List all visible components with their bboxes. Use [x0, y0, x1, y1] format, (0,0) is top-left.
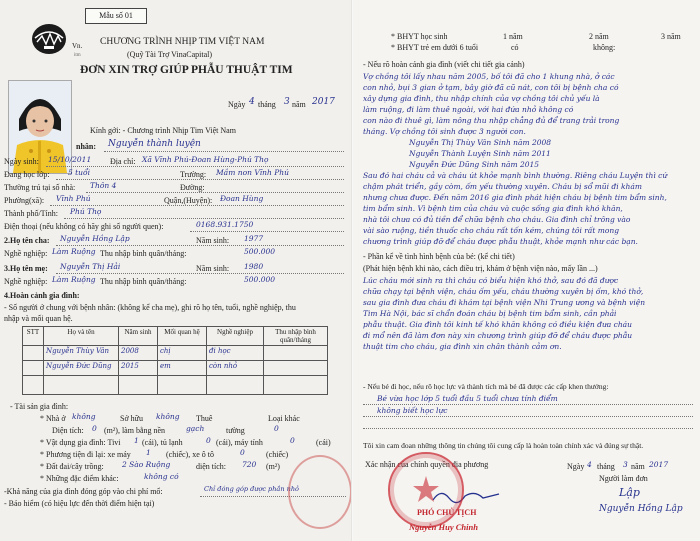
school-place-value: Mầm non Vĩnh Phú [216, 168, 289, 177]
reason-name: Nguyễn Đức Dũng Sinh năm 2015 [409, 160, 540, 169]
other-value: không có [144, 472, 179, 481]
disease-line: sau gia đình đưa cháu đi khám tại bệnh viện Nhi Trung ương và bệnh viện [363, 298, 646, 307]
disease-sub: (Phát hiện bệnh khi nào, cách điều trị, khám ở bệnh viện nào, mấy lần ...) [363, 264, 598, 273]
table-header: Thu nhập bình quân/tháng [264, 327, 328, 346]
father-income-label: Thu nhập bình quân/tháng: [100, 249, 187, 258]
official-name: Nguyễn Huy Chinh [409, 522, 478, 532]
dob-value: 15/10/2011 [48, 155, 92, 164]
logo-caption-sub: itm [74, 53, 81, 58]
ward-value: Vĩnh Phú [56, 194, 91, 203]
program-subtitle: (Quỹ Tài Trợ VinaCapital) [127, 50, 213, 59]
support-label: -Khả năng của gia đình đóng góp vào chi phí mổ: [4, 487, 163, 496]
support-value: Chỉ đóng góp được phần nhỏ [204, 485, 299, 493]
reason-line: nhưng chưa được. Đến năm 2016 gia đình phát hiện cháu bị bệnh tim bẩm sinh, [363, 193, 667, 202]
mother-label: 3.Họ tên mẹ: [4, 264, 48, 273]
date-year: 2017 [312, 97, 335, 107]
yes-label: có [511, 43, 519, 52]
mother-name: Nguyễn Thị Hải [60, 262, 121, 271]
date-day: 4 [249, 97, 255, 107]
reason-line: Sau đó hai cháu cả và cháu út khỏe mạnh bình thường. Riêng cháu Luyện thì cứ [363, 171, 668, 180]
disease-label: - Phần kể về tình hình bệnh của bé: (kể chi tiết) [363, 252, 515, 261]
tv-value: 1 [134, 436, 139, 445]
utensils-label: * Vật dụng gia đình: Tivi [40, 438, 121, 447]
table-cell: 2008 [119, 346, 158, 361]
vehicle-label: * Phương tiện đi lại: xe máy [40, 450, 131, 459]
land-area-value: 720 [242, 460, 257, 469]
reason-line: nhà tôi chưa có đủ tiền để chữa bệnh cho cháu. Gia đình chỉ trông vào [363, 215, 631, 224]
car-value: 0 [240, 448, 245, 457]
area-value: 0 [92, 424, 97, 433]
table-cell: em [158, 361, 207, 376]
fridge-value: 0 [206, 436, 211, 445]
mother-income-label: Thu nhập bình quân/tháng: [100, 277, 187, 286]
reason-line: tháng. Vợ chồng tôi sinh được 3 người con. [363, 127, 526, 136]
school-answer-1: Bé vừa học lớp 5 tuổi đầu 5 tuổi chưa tính điểm [377, 394, 558, 403]
insurance-label: - Bảo hiểm (có hiệu lực đến thời điểm hiện tại) [4, 499, 155, 508]
land-unit: (m²) [266, 462, 280, 471]
dotted-line [56, 179, 344, 180]
no-label: không: [593, 43, 616, 52]
reason-label: - Nếu rõ hoàn cảnh gia đình (viết chi tiết gia cảnh) [363, 60, 525, 69]
mother-birth-label: Năm sinh: [196, 264, 230, 273]
official-stamp [388, 452, 464, 528]
rent-label: Thuê [196, 414, 213, 423]
dotted-line [50, 205, 344, 206]
bike-value: 1 [146, 448, 151, 457]
school-answer-2: không biết học lực [377, 406, 448, 415]
road-label: Đường: [180, 183, 205, 192]
reason-line: vài sào ruộng, tiền thuốc cho cháu rất tốn kém, chúng tôi rất mong [363, 226, 620, 235]
table-cell [264, 361, 328, 376]
reason-line: xây dựng gia đình, thu nhập chính của vợ chồng tôi chủ yếu là [363, 94, 600, 103]
ward-label: Phường(xã): [4, 196, 45, 205]
applicant-signature: Lập [619, 486, 640, 499]
owned-label: Sở hữu [120, 414, 144, 423]
house-label: * Nhà ở [40, 414, 66, 423]
land-value: 2 Sào Ruộng [122, 460, 171, 469]
option-3-year: 3 năm [661, 32, 681, 41]
mother-job-label: Nghề nghiệp: [4, 277, 48, 286]
father-job-label: Nghề nghiệp: [4, 249, 48, 258]
table-cell [23, 346, 44, 361]
city-value: Phú Thọ [70, 207, 102, 216]
wall-value: 0 [274, 424, 279, 433]
unit-cai: (cái), tủ lạnh [142, 438, 183, 447]
disease-line: phẫu thuật. Gia đình tôi kinh tế khó khăn không có điều kiện đưa cháu [363, 320, 632, 329]
date-prefix: Ngày [228, 100, 246, 109]
reason-line: chậm phát triển, gầy còm, ốm yếu thường xuyên. Cháu bị sổ mũi đi khám [363, 182, 642, 191]
unit-chiec-2: (chiếc) [266, 450, 289, 459]
school-place-label: Trường: [180, 170, 207, 179]
table-cell: Nguyễn Đức Dũng [44, 361, 119, 376]
school-label: Đang học lớp: [4, 170, 50, 179]
dotted-line [363, 416, 693, 417]
commitment: Tôi xin cam đoan những thông tin chúng tôi cung cấp là hoàn toàn chính xác và đúng sự thật. [363, 441, 644, 450]
form-number: Mẫu số 01 [85, 8, 147, 24]
street-label: Thường trú tại số nhà: [4, 183, 76, 192]
mother-birth: 1980 [244, 262, 264, 271]
vn-heart-logo-icon [30, 22, 68, 56]
patient-name-label: nhân: [76, 142, 97, 151]
phone-label: Điện thoại (nếu không có hãy ghi số người quen): [4, 222, 164, 231]
house-owned: không [72, 412, 96, 421]
dotted-line [190, 231, 344, 232]
father-birth: 1977 [244, 234, 264, 243]
unit-cai-2: (cái), máy tính [216, 438, 263, 447]
address-value: Xã Vĩnh Phú-Đoan Hùng-Phú Thọ [142, 155, 269, 164]
option-1-year: 1 năm [503, 32, 523, 41]
form-title: ĐƠN XIN TRỢ GIÚP PHẪU THUẬT TIM [80, 64, 293, 76]
reason-line: con nào đi thuê gì, làm nông thu nhập chẳng đủ để trang trải trong [363, 116, 620, 125]
area-label: Diện tích: [52, 426, 84, 435]
table-header: Mối quan hệ [158, 327, 207, 346]
reason-name: Nguyễn Thành Luyện Sinh năm 2011 [409, 149, 551, 158]
sign-date-prefix: Ngày [567, 462, 585, 471]
house-rent: không [156, 412, 180, 421]
sign-date-year: 2017 [649, 460, 669, 469]
address-label: Địa chỉ: [110, 157, 136, 166]
disease-line: thuật tim cho cháu, gia đình xin chân thành cảm ơn. [363, 342, 562, 351]
phone-value: 0168.931.1750 [196, 220, 254, 229]
table-cell [264, 346, 328, 361]
local-confirm: Xác nhận của chính quyền địa phương [365, 460, 489, 469]
sign-date-month-label: tháng [597, 462, 615, 471]
sign-date-year-label: năm [631, 462, 645, 471]
sign-date-day: 4 [587, 460, 592, 469]
table-cell: Nguyễn Thùy Vân [44, 346, 119, 361]
dob-label: Ngày sinh: [4, 157, 39, 166]
mother-job: Làm Ruộng [52, 275, 96, 284]
household-table [22, 326, 328, 395]
date-month: 3 [284, 97, 290, 107]
reason-line: con nhỏ, bụi 3 gian ở tạm, bây giờ đã cũ nát, con tôi bị bệnh cha có [363, 83, 619, 92]
table-row [23, 361, 328, 376]
school-value: 5 tuổi [68, 168, 90, 177]
dotted-line [363, 404, 693, 405]
program-title: CHƯƠNG TRÌNH NHỊP TIM VIỆT NAM [100, 37, 265, 47]
father-job: Làm Ruộng [52, 247, 96, 256]
date-year-label: năm [292, 100, 306, 109]
father-income: 500.000 [244, 247, 276, 256]
reason-line: Vợ chồng tôi lấy nhau năm 2005, bố tôi đã cho 1 khung nhà, ở các [363, 72, 615, 81]
dotted-line [64, 218, 344, 219]
floor-value: gạch [186, 424, 205, 433]
disease-line: Lúc cháu mới sinh ra thì cháu có biểu hiện khó thở, sau đó đã được [363, 276, 619, 285]
school-question: - Nếu bé đi học, nếu rõ học lực và thành tích mà bé đã được các cấp khen thưởng: [363, 382, 609, 391]
disease-line: chữa chạy tại bệnh viện, cháu ốm yếu, cháu thường xuyên bị ốm, khó thở, [363, 287, 644, 296]
siblings-note-2: nhập và mối quan hệ. [4, 314, 73, 323]
table-cell: chị [158, 346, 207, 361]
dotted-line [46, 166, 344, 167]
house-other-label: Loại khác [268, 414, 300, 423]
land-label: * Đất đai/cây trồng: [40, 462, 104, 471]
area-unit: (m²), làm bằng nền [104, 426, 166, 435]
unit-cai-3: (cái) [316, 438, 331, 447]
street-value: Thôn 4 [90, 181, 117, 190]
siblings-note-1: - Số người ở chung với bệnh nhân: (không kể cha mẹ), ghi rõ họ tên, tuổi, nghề nghiệp, thu [4, 303, 296, 312]
dotted-line [104, 151, 344, 152]
father-label: 2.Họ tên cha: [4, 236, 50, 245]
table-cell: đi học [207, 346, 264, 361]
table-header: Năm sinh [119, 327, 158, 346]
patient-name: Nguyễn thành luyện [108, 139, 201, 149]
disease-line: Tim Hà Nội, bác sĩ chẩn đoán cháu bị bệnh tim bẩm sinh, cần phải [363, 309, 617, 318]
district-label: Quận,(Huyện): [164, 196, 213, 205]
family-label: 4.Hoàn cảnh gia đình: [4, 291, 80, 300]
reason-name: Nguyễn Thị Thùy Vân Sinh năm 2008 [409, 138, 552, 147]
stamp-star-icon [390, 454, 462, 526]
table-cell: còn nhỏ [207, 361, 264, 376]
stamp-edge-left [288, 455, 352, 529]
assets-label: - Tài sản gia đình: [10, 402, 69, 411]
table-row [23, 376, 328, 395]
district-value: Đoan Hùng [220, 194, 264, 203]
table-header: STT [23, 327, 44, 346]
wall-label: tường [226, 426, 245, 435]
dotted-line [56, 245, 344, 246]
kinh-goi: Kính gởi: - Chương trình Nhịp Tim Việt Nam [90, 126, 236, 135]
father-birth-label: Năm sinh: [196, 236, 230, 245]
reason-line: chương trình giúp đỡ để cháu được phẫu thuật, khỏe mạnh như các bạn. [363, 237, 638, 246]
sign-date-month: 3 [623, 460, 628, 469]
table-cell: 2015 [119, 361, 158, 376]
other-label: * Những đặc điểm khác: [40, 474, 119, 483]
dotted-line [363, 428, 693, 429]
official-title: PHÓ CHỦ TỊCH [417, 508, 477, 517]
table-row [23, 346, 328, 361]
date-month-label: tháng [258, 100, 276, 109]
table-header: Nghề nghiệp [207, 327, 264, 346]
dotted-line [86, 192, 344, 193]
table-header-row [23, 327, 328, 346]
reason-line: tim bẩm sinh. Vì bệnh tim của cháu và cuộc sống gia đình khó khăn, [363, 204, 623, 213]
table-cell [23, 361, 44, 376]
table-header: Họ và tên [44, 327, 119, 346]
applicant-name: Nguyễn Hồng Lập [599, 504, 683, 514]
city-label: Thành phố/Tỉnh: [4, 209, 58, 218]
father-name: Nguyễn Hồng Lập [60, 234, 130, 243]
applicant-label: Người làm đơn [599, 474, 648, 483]
mother-income: 500.000 [244, 275, 276, 284]
computer-value: 0 [290, 436, 295, 445]
disease-line: đi mổ nên đã làm đơn này xin chương trình giúp đỡ để cháu được phẫu [363, 331, 633, 340]
bhyt-student: * BHYT học sinh [391, 32, 448, 41]
option-2-year: 2 năm [589, 32, 609, 41]
dotted-line [56, 273, 344, 274]
unit-chiec: (chiếc), xe ô tô [166, 450, 214, 459]
logo-caption: Vn. [72, 42, 83, 50]
land-area-label: diện tích: [196, 462, 226, 471]
bhyt-child: * BHYT trẻ em dưới 6 tuổi [391, 43, 479, 52]
reason-line: làm ruộng, đi làm thuê ngoài, với hai đứa nhỏ không có [363, 105, 574, 114]
